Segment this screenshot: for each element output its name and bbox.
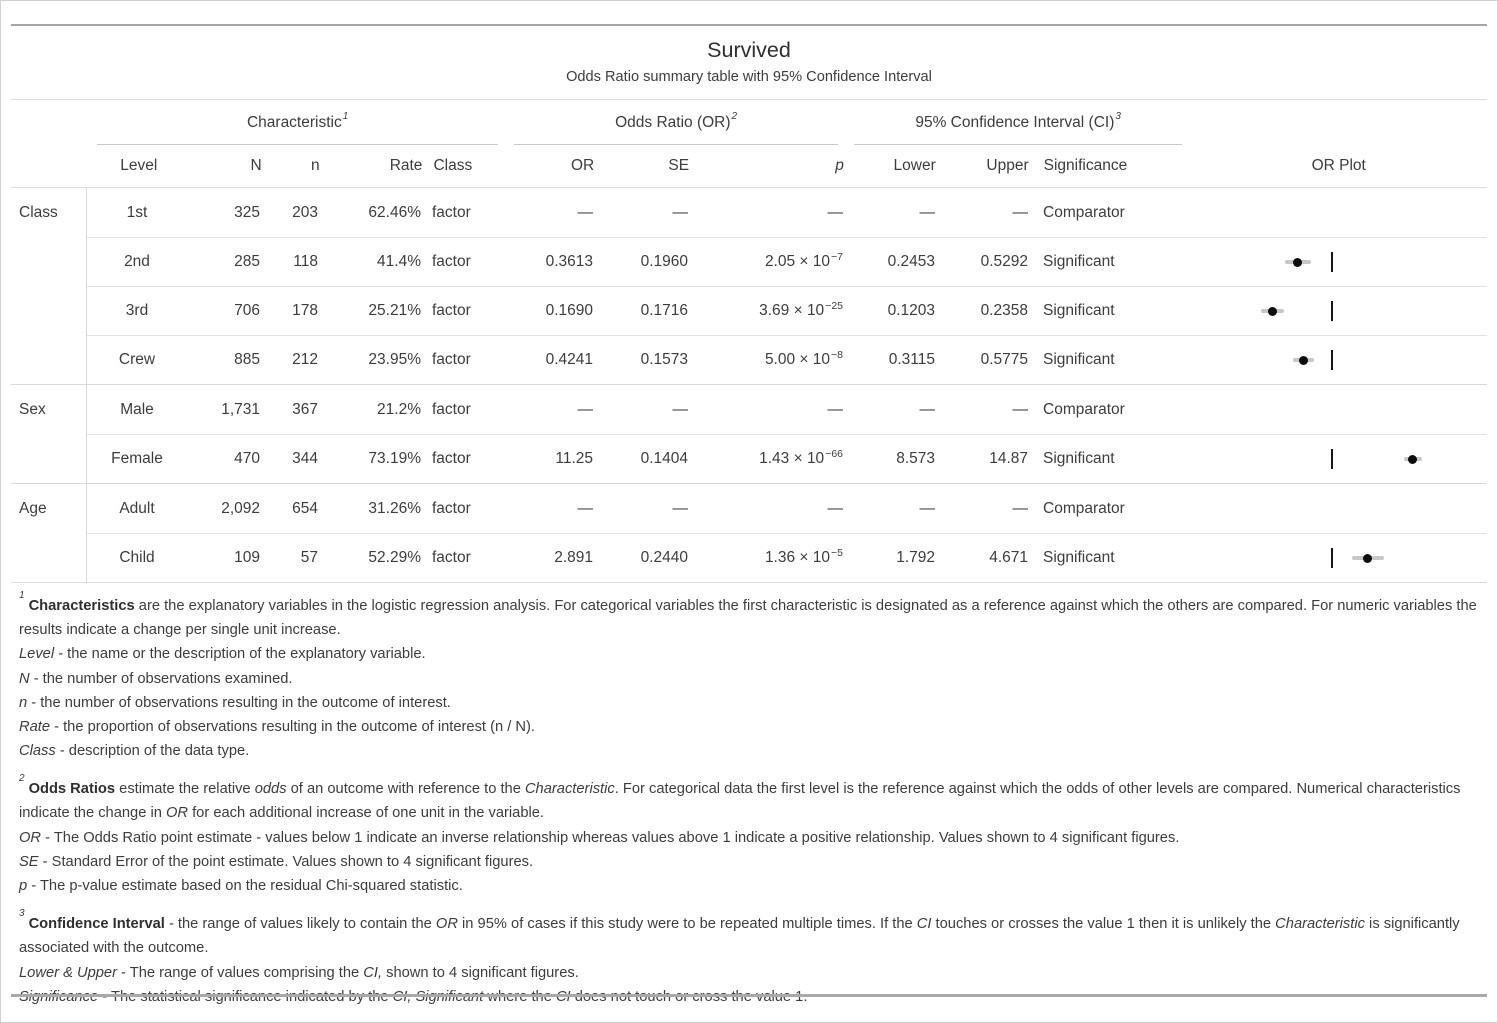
table-row <box>11 237 1487 286</box>
cell-level: Crew <box>118 351 156 368</box>
cell-rate: 52.29% <box>368 549 421 566</box>
reference-line <box>1331 449 1333 469</box>
column-group-header-row <box>11 100 1487 145</box>
footnote-marker-2: 2 <box>731 111 738 122</box>
odds-ratio-summary-table <box>11 24 1487 1019</box>
cell-rate: 21.2% <box>377 400 421 418</box>
col-header-class: Class <box>433 157 473 174</box>
cell-upper: 0.2358 <box>980 302 1028 319</box>
footnote-text: CI <box>916 916 932 933</box>
cell-significance: Significant <box>1043 450 1115 467</box>
p-mantissa: 1.36 × 10 <box>764 549 831 566</box>
cell-rate: 73.19% <box>368 450 421 467</box>
cell-rate: 25.21% <box>368 302 421 319</box>
footnote-text: Class <box>19 743 56 760</box>
table-row <box>11 286 1487 335</box>
p-mantissa: 1.43 × 10 <box>759 450 825 467</box>
cell-level: Adult <box>119 499 155 517</box>
row-cells <box>86 188 1487 237</box>
cell-p: — <box>827 203 843 221</box>
row-cells <box>86 286 1487 335</box>
footnote-block <box>19 590 1479 763</box>
footnote-line <box>19 590 1479 642</box>
row-group-label <box>11 533 86 582</box>
or-dot <box>1268 307 1277 316</box>
cell-or: 0.4241 <box>545 351 593 368</box>
footnote-text: - the range of values likely to contain the <box>164 916 436 933</box>
footnote-text: shown to 4 significant figures. <box>382 964 579 981</box>
cell-n: 203 <box>292 203 318 221</box>
footnote-marker-3: 3 <box>1115 111 1121 122</box>
reference-line <box>1331 252 1333 272</box>
cell-lower: 0.2453 <box>887 253 935 270</box>
footnote-line <box>19 715 1479 739</box>
cell-upper: — <box>1012 203 1028 221</box>
cell-p <box>690 336 845 384</box>
cell-p: — <box>827 400 843 418</box>
cell-level: 3rd <box>125 302 149 319</box>
cell-or: — <box>577 203 593 221</box>
or-plot-cell <box>1190 336 1487 384</box>
footnote-text: SE <box>19 853 39 870</box>
col-header-n: n <box>310 157 320 174</box>
or-plot-cell <box>1190 534 1487 582</box>
footnote-text: touches or crosses the value 1 then it is unlikely the <box>931 916 1276 933</box>
cell-significance: Comparator <box>1043 400 1125 418</box>
bottom-rule <box>11 994 1487 997</box>
cell-or: 0.1690 <box>545 302 593 319</box>
footnote-text: - The range of values comprising the <box>116 964 364 981</box>
p-exponent: −25 <box>825 300 843 312</box>
footnote-line <box>19 691 1479 715</box>
reference-line <box>1331 301 1333 321</box>
cell-lower: — <box>919 400 935 418</box>
footnote-text: - The Odds Ratio point estimate - values below 1 indicate an inverse relationship whereas values above 1 indicate a positive relationship. Values shown to 4 significant figures. <box>41 829 1180 846</box>
cell-se: 0.1404 <box>640 450 688 467</box>
cell-N: 706 <box>234 302 260 319</box>
col-header-significance: Significance <box>1043 157 1128 174</box>
column-header-row <box>11 145 1487 188</box>
cell-or: 2.891 <box>554 549 593 566</box>
footnote-text: OR <box>19 829 42 846</box>
cell-rate: 41.4% <box>377 253 421 270</box>
footnote-text: odds <box>254 781 287 798</box>
cell-n: 178 <box>292 302 318 319</box>
footnote-text: 3 <box>19 908 25 920</box>
footnote-text: 2 <box>19 773 25 785</box>
footnote-text: - the number of observations resulting in the outcome of interest. <box>27 694 451 711</box>
cell-level: Child <box>119 549 155 566</box>
row-group-label <box>11 434 86 483</box>
footnote-text: - description of the data type. <box>55 743 250 760</box>
p-mantissa: 5.00 × 10 <box>764 351 831 368</box>
footnote-line <box>19 961 1479 985</box>
footnote-text: Confidence Interval <box>28 916 165 933</box>
cell-se: — <box>672 499 688 517</box>
group-underline <box>514 144 838 145</box>
col-header-lower: Lower <box>893 157 936 174</box>
cell-upper: 4.671 <box>989 549 1028 566</box>
col-group-characteristic <box>89 100 506 145</box>
cell-p: — <box>827 499 843 517</box>
footnote-text: Characteristic <box>524 781 615 798</box>
cell-lower: — <box>919 499 935 517</box>
or-plot-cell <box>1190 484 1487 533</box>
row-group-label: Sex <box>19 400 46 418</box>
cell-N: 285 <box>234 253 260 270</box>
row-cells <box>86 533 1487 582</box>
footnote-text: Lower & Upper <box>19 964 117 981</box>
cell-upper: — <box>1012 499 1028 517</box>
cell-rate: 23.95% <box>368 351 421 368</box>
cell-se: 0.1573 <box>640 351 688 368</box>
table-row <box>11 483 1487 533</box>
group-underline <box>854 144 1183 145</box>
footnote-text: . For categorical data the first level is the reference against which the odds of other levels are compared. Numerical characteristics indicate the change in <box>19 781 1461 822</box>
cell-se: 0.1716 <box>640 302 688 319</box>
cell-lower: 0.3115 <box>888 351 935 368</box>
cell-cls: factor <box>432 302 471 319</box>
cell-cls: factor <box>432 203 471 221</box>
col-header-upper: Upper <box>986 157 1029 174</box>
row-cells <box>86 335 1487 384</box>
cell-or: — <box>577 499 593 517</box>
footnote-text: N <box>19 670 30 687</box>
footnote-line <box>19 667 1479 691</box>
footnote-text: - the name or the description of the explanatory variable. <box>54 646 426 663</box>
cell-upper: — <box>1012 400 1028 418</box>
cell-cls: factor <box>432 351 471 368</box>
cell-cls: factor <box>432 499 471 517</box>
cell-lower: 1.792 <box>896 549 935 566</box>
p-exponent: −8 <box>831 349 843 361</box>
cell-N: 470 <box>234 450 260 467</box>
cell-upper: 0.5292 <box>980 253 1028 270</box>
col-header-or: OR <box>570 157 595 174</box>
table-body <box>11 188 1487 583</box>
p-mantissa: 2.05 × 10 <box>764 253 831 270</box>
cell-N: 1,731 <box>221 400 260 418</box>
or-plot-cell <box>1190 238 1487 286</box>
cell-level: 2nd <box>124 253 150 270</box>
cell-rate: 31.26% <box>368 499 421 517</box>
cell-significance: Significant <box>1043 302 1115 319</box>
cell-significance: Significant <box>1043 549 1115 566</box>
cell-p <box>690 534 845 582</box>
cell-lower: — <box>919 203 935 221</box>
footnote-text: p <box>19 878 28 895</box>
row-group-label <box>11 237 86 286</box>
footnote-line <box>19 642 1479 666</box>
cell-level: Female <box>111 450 163 467</box>
p-mantissa: 3.69 × 10 <box>759 302 825 319</box>
or-dot <box>1408 455 1417 464</box>
footnote-text: - Standard Error of the point estimate. Values shown to 4 significant figures. <box>38 853 534 870</box>
row-group-label <box>11 335 86 384</box>
footnote-text: Odds Ratios <box>28 781 116 798</box>
title-block <box>11 26 1487 100</box>
row-group-label: Class <box>19 203 58 221</box>
cell-lower: 8.573 <box>896 450 935 467</box>
cell-p <box>690 287 845 335</box>
p-exponent: −5 <box>831 547 843 559</box>
col-header-level: Level <box>120 157 158 174</box>
cell-se: — <box>672 203 688 221</box>
cell-level: 1st <box>126 203 148 221</box>
cell-n: 344 <box>292 450 318 467</box>
cell-p <box>690 435 845 483</box>
footnote-line <box>19 850 1479 874</box>
reference-line <box>1331 548 1333 568</box>
cell-N: 2,092 <box>221 499 260 517</box>
footnote-line <box>19 908 1479 960</box>
cell-upper: 14.87 <box>989 450 1028 467</box>
or-dot <box>1293 258 1302 267</box>
row-group-label: Age <box>19 499 47 517</box>
cell-N: 325 <box>234 203 260 221</box>
col-group-label: Odds Ratio (OR) <box>615 113 731 131</box>
footnote-line <box>19 739 1479 763</box>
cell-significance: Significant <box>1043 351 1115 368</box>
cell-cls: factor <box>432 400 471 418</box>
footnote-block <box>19 773 1479 898</box>
footnote-text: - The p-value estimate based on the residual Chi-squared statistic. <box>27 878 463 895</box>
footnote-text: n <box>19 694 28 711</box>
col-header-N: N <box>250 157 262 174</box>
cell-se: — <box>672 400 688 418</box>
cell-se: 0.1960 <box>640 253 688 270</box>
cell-n: 118 <box>293 253 318 270</box>
or-plot-cell <box>1190 435 1487 483</box>
cell-or: 0.3613 <box>545 253 593 270</box>
cell-p <box>690 238 845 286</box>
or-plot-cell <box>1190 188 1487 237</box>
footnote-marker-1: 1 <box>342 111 349 122</box>
cell-rate: 62.46% <box>368 203 421 221</box>
footnote-text: Characteristics <box>28 597 135 614</box>
cell-n: 367 <box>292 400 318 418</box>
table-row <box>11 188 1487 237</box>
row-cells <box>86 484 1487 533</box>
cell-N: 109 <box>234 549 260 566</box>
or-plot-cell <box>1190 385 1487 434</box>
footnote-text: 1 <box>19 590 25 601</box>
footnote-text: - the number of observations examined. <box>29 670 293 687</box>
page-subtitle: Odds Ratio summary table with 95% Confidence Interval <box>566 69 932 85</box>
footnote-line <box>19 874 1479 898</box>
row-cells <box>86 385 1487 434</box>
or-dot <box>1299 356 1308 365</box>
table-row <box>11 434 1487 483</box>
col-header-p: p <box>835 157 844 174</box>
cell-n: 57 <box>300 549 318 566</box>
cell-or: 11.25 <box>555 450 593 467</box>
col-group-label: Characteristic <box>246 113 342 131</box>
cell-n: 212 <box>292 351 318 368</box>
footnotes <box>11 583 1487 1009</box>
col-group-odds-ratio <box>506 100 846 145</box>
cell-n: 654 <box>292 499 318 517</box>
cell-level: Male <box>120 400 154 418</box>
table-row <box>11 335 1487 384</box>
p-exponent: −66 <box>825 448 843 460</box>
header-spacer <box>11 145 89 187</box>
footnote-text: Rate <box>19 718 51 735</box>
footnote-text: estimate the relative <box>115 781 255 798</box>
footnote-text: Characteristic <box>1275 916 1365 933</box>
footnote-text: OR <box>435 916 458 933</box>
col-header-rate: Rate <box>389 157 423 174</box>
footnote-line <box>19 773 1479 825</box>
footnote-text: is significantly associated with the outcome. <box>19 916 1460 957</box>
footnote-text: of an outcome with reference to the <box>286 781 525 798</box>
or-plot-cell <box>1190 287 1487 335</box>
footnote-text: in 95% of cases if this study were to be repeated multiple times. If the <box>457 916 917 933</box>
table-row <box>11 533 1487 582</box>
table-row <box>11 384 1487 434</box>
row-cells <box>86 434 1487 483</box>
row-cells <box>86 237 1487 286</box>
footnote-text: are the explanatory variables in the logistic regression analysis. For categorical variables the first characteristic is designated as a reference against which the others are compared. For numeric variables the results indicate a change per single unit increase. <box>19 597 1477 639</box>
page-title: Survived <box>707 38 791 62</box>
group-underline <box>97 144 498 145</box>
cell-N: 885 <box>234 351 260 368</box>
cell-cls: factor <box>432 549 471 566</box>
cell-significance: Comparator <box>1043 499 1125 517</box>
col-group-label: 95% Confidence Interval (CI) <box>915 113 1115 131</box>
cell-lower: 0.1203 <box>887 302 935 319</box>
col-header-or-plot: OR Plot <box>1311 157 1366 174</box>
footnote-text: - the proportion of observations resulting in the outcome of interest (n / N). <box>50 718 535 735</box>
or-dot <box>1363 554 1372 563</box>
footnote-text: for each additional increase of one unit in the variable. <box>188 805 545 822</box>
cell-cls: factor <box>432 253 471 270</box>
footnote-text: OR <box>165 805 189 822</box>
footnote-text: CI, <box>363 964 383 981</box>
cell-se: 0.2440 <box>640 549 688 566</box>
p-exponent: −7 <box>831 251 843 263</box>
cell-upper: 0.5775 <box>980 351 1028 368</box>
reference-line <box>1331 350 1333 370</box>
cell-cls: factor <box>432 450 471 467</box>
footnote-text: Level <box>19 646 55 663</box>
row-group-label <box>11 286 86 335</box>
cell-or: — <box>577 400 593 418</box>
cell-significance: Significant <box>1043 253 1115 270</box>
cell-significance: Comparator <box>1043 203 1125 221</box>
footnote-line <box>19 826 1479 850</box>
col-header-se: SE <box>668 157 690 174</box>
col-group-confidence-interval <box>846 100 1191 145</box>
